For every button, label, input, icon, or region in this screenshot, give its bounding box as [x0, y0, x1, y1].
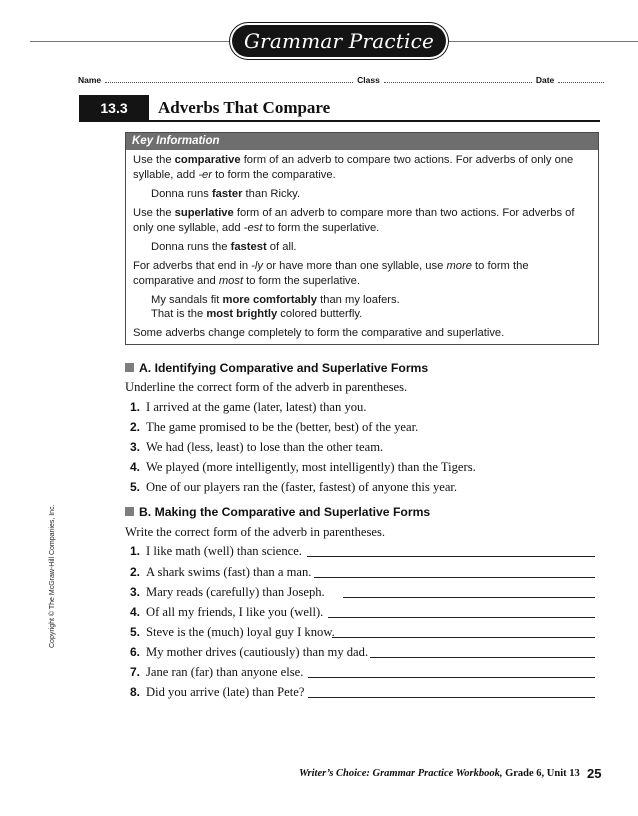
answer-line[interactable]: [308, 697, 595, 698]
section-b-item: 7. Jane ran (far) than anyone else.: [130, 665, 304, 679]
section-b-item: 3. Mary reads (carefully) than Joseph.: [130, 585, 325, 599]
section-a-title: A. Identifying Comparative and Superlative Forms: [125, 360, 428, 376]
rule-irregular: Some adverbs change completely to form the comparative and superlative.: [133, 327, 505, 339]
section-b-item: 6. My mother drives (cautiously) than my dad.: [130, 645, 369, 659]
square-bullet-icon: [125, 363, 134, 372]
section-a-item: 3. We had (less, least) to lose than the other team.: [130, 440, 384, 454]
section-b-item: 2. A shark swims (fast) than a man.: [130, 565, 312, 579]
section-a-item: 2. The game promised to be the (better, best) of the year.: [130, 420, 419, 434]
section-b-item: 4. Of all my friends, I like you (well).: [130, 605, 324, 619]
example-comparative: Donna runs faster than Ricky.: [151, 188, 301, 200]
section-b-instructions: Write the correct form of the adverb in parentheses.: [125, 525, 385, 539]
footer-credit: Writer’s Choice: Grammar Practice Workbook, Grade 6, Unit 13: [299, 768, 580, 779]
banner-title: Grammar Practice: [232, 25, 446, 57]
section-a-item: 4. We played (more intelligently, most intelligently) than the Tigers.: [130, 460, 476, 474]
rule-more-most: For adverbs that end in -ly or have more than one syllable, use more to form the comparative and most to form the superlative.: [133, 260, 529, 287]
example-most: That is the most brightly colored butterfly.: [151, 308, 363, 320]
copyright-notice: Copyright © The McGraw-Hill Companies, Inc.: [49, 504, 56, 648]
key-information-heading: Key Information: [126, 133, 598, 150]
class-field[interactable]: [384, 81, 532, 83]
rule-superlative: Use the superlative form of an adverb to compare more than two actions. For adverbs of only one syllable, add -est to form the superlative.: [133, 207, 575, 234]
date-label: Date: [535, 75, 555, 85]
section-a-item: 1. I arrived at the game (later, latest) than you.: [130, 400, 367, 414]
rule-comparative: Use the comparative form of an adverb to compare two actions. For adverbs of only one syllable, add -er to form the comparative.: [133, 154, 574, 181]
section-b-title: B. Making the Comparative and Superlative Forms: [125, 504, 430, 520]
answer-line[interactable]: [307, 556, 595, 557]
section-b-item: 8. Did you arrive (late) than Pete?: [130, 685, 305, 699]
name-class-date-line: [78, 73, 608, 85]
answer-line[interactable]: [328, 617, 595, 618]
example-more: My sandals fit more comfortably than my loafers.: [151, 294, 400, 306]
section-a-item: 5. One of our players ran the (faster, fastest) of anyone this year.: [130, 480, 458, 494]
section-b-item: 1. I like math (well) than science.: [130, 544, 302, 558]
key-information-box: [125, 132, 599, 345]
lesson-number: 13.3: [79, 95, 149, 121]
section-a-instructions: Underline the correct form of the adverb in parentheses.: [125, 380, 408, 394]
example-superlative: Donna runs the fastest of all.: [151, 241, 297, 253]
name-label: Name: [78, 75, 102, 85]
square-bullet-icon: [125, 507, 134, 516]
class-label: Class: [357, 75, 380, 85]
name-field[interactable]: [105, 81, 353, 83]
date-field[interactable]: [558, 81, 604, 83]
answer-line[interactable]: [370, 657, 595, 658]
page-number: 25: [587, 766, 602, 781]
lesson-title: Adverbs That Compare: [158, 98, 331, 117]
section-b-item: 5. Steve is the (much) loyal guy I know.: [130, 625, 335, 639]
lesson-rule: [79, 120, 600, 122]
answer-line[interactable]: [332, 637, 595, 638]
answer-line[interactable]: [343, 597, 595, 598]
answer-line[interactable]: [314, 577, 595, 578]
answer-line[interactable]: [308, 677, 595, 678]
